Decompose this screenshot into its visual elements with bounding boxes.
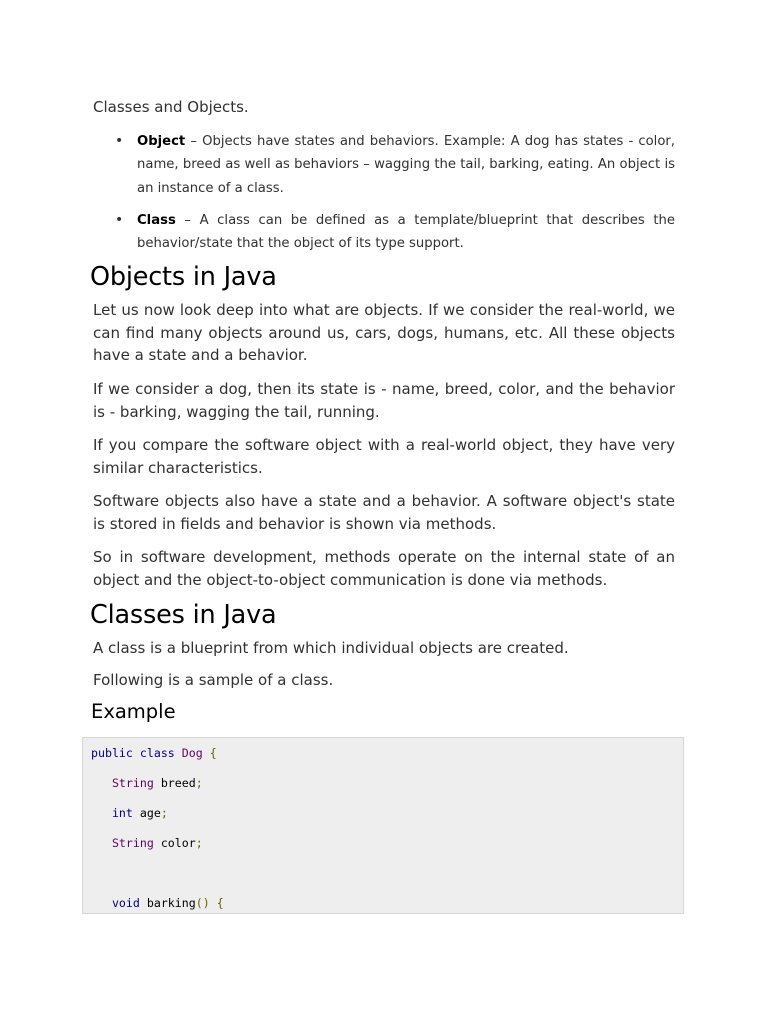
definition-object [115, 130, 675, 200]
code-identifier: barking [146, 896, 196, 910]
code-punctuation: ; [160, 806, 168, 820]
code-keyword: public [91, 746, 133, 760]
definition-term: Class [137, 212, 176, 228]
code-punctuation: ; [195, 836, 203, 850]
code-type: int [111, 806, 133, 820]
code-line [91, 805, 168, 821]
definition-class [115, 209, 675, 256]
code-punctuation: () [195, 896, 210, 910]
objects-paragraph: If we consider a dog, then its state is - name, breed, color, and the behavior is - barking, wagging the tail, running. [93, 380, 675, 421]
classes-heading: Classes in Java [90, 600, 277, 630]
classes-paragraph: Following is a sample of a class. [93, 671, 334, 689]
code-keyword: class [139, 746, 175, 760]
definition-term: Object [137, 134, 186, 149]
definition-text: – Objects have states and behaviors. Example: A dog has states - color, name, breed as well as behaviors – wagging the tail, barking, eating. An object is an instance of a class. [137, 134, 675, 196]
objects-heading: Objects in Java [90, 262, 277, 292]
bullet-icon: • [115, 211, 124, 228]
code-punctuation: { [216, 896, 224, 910]
code-block[interactable] [82, 737, 684, 914]
intro-line: Classes and Objects. [93, 98, 249, 116]
code-class-name: Dog [181, 746, 203, 760]
code-line [91, 745, 217, 761]
objects-paragraph: If you compare the software object with a real-world object, they have very similar characteristics. [93, 436, 675, 477]
code-type: String [111, 836, 154, 850]
objects-paragraph: Let us now look deep into what are objects. If we consider the real-world, we can find many objects around us, cars, dogs, humans, etc. All these objects have a state and a behavior. [93, 301, 675, 364]
code-identifier: breed [160, 776, 196, 790]
code-line [91, 835, 203, 851]
example-heading: Example [91, 700, 176, 723]
bullet-icon: • [115, 133, 124, 149]
code-punctuation: ; [195, 776, 203, 790]
definition-list [115, 130, 675, 255]
objects-paragraph: So in software development, methods operate on the internal state of an object and the object-to-object communication is done via methods. [93, 548, 675, 589]
code-keyword: void [111, 896, 140, 910]
classes-paragraph: A class is a blueprint from which individual objects are created. [93, 639, 569, 657]
code-identifier: color [160, 836, 196, 850]
code-identifier: age [139, 806, 161, 820]
definition-text: – A class can be defined as a template/blueprint that describes the behavior/state that the object of its type support. [137, 212, 675, 252]
objects-paragraph: Software objects also have a state and a behavior. A software object's state is stored in fields and behavior is shown via methods. [93, 492, 675, 533]
code-line [91, 775, 203, 791]
code-type: String [111, 776, 154, 790]
code-line [91, 895, 224, 911]
code-punctuation: { [209, 746, 217, 760]
